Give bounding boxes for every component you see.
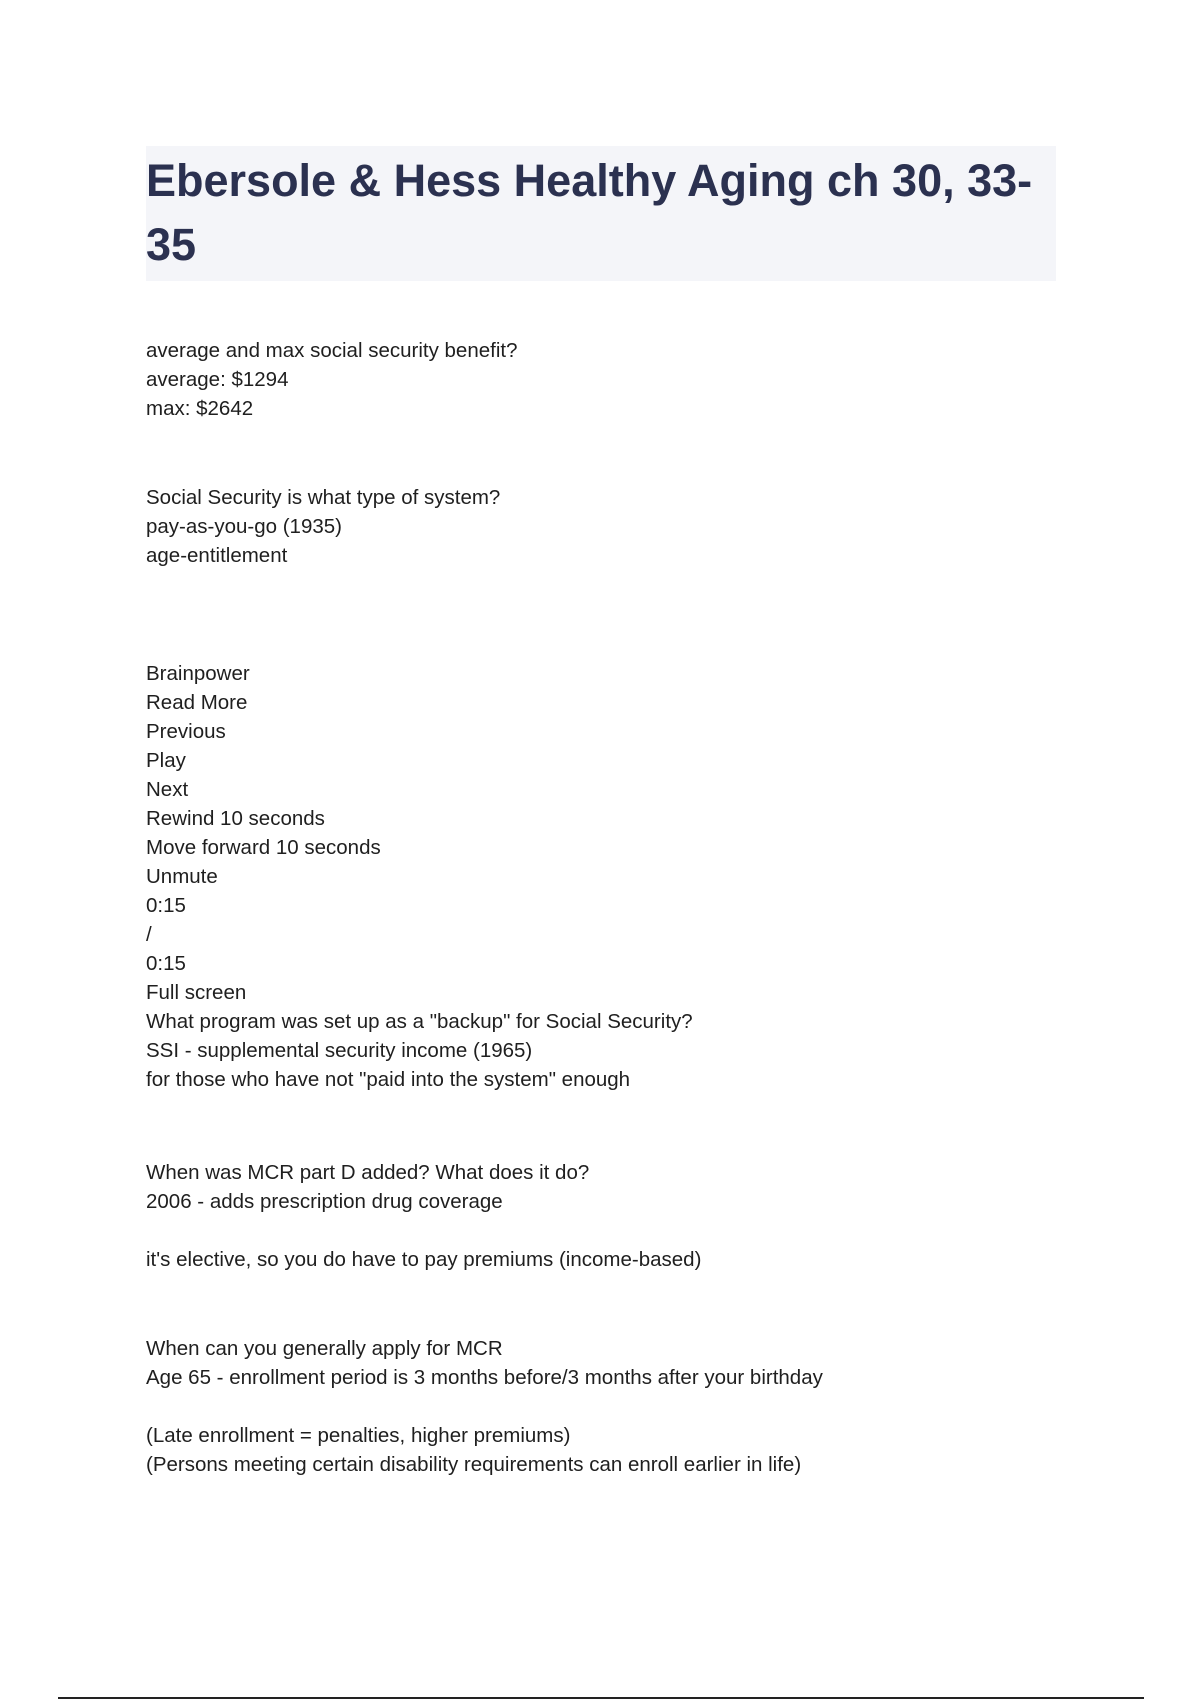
line-gap	[146, 1392, 823, 1421]
unmute-button[interactable]: Unmute	[146, 865, 218, 888]
card-answer-line: age-entitlement	[146, 544, 288, 567]
player-brand: Brainpower	[146, 662, 250, 685]
flashcard-5	[146, 1334, 823, 1479]
card-question: When can you generally apply for MCR	[146, 1337, 503, 1360]
media-player-text	[146, 659, 693, 1094]
play-button[interactable]: Play	[146, 749, 186, 772]
card-answer-line: pay-as-you-go (1935)	[146, 515, 342, 538]
footer-rule	[58, 1697, 1144, 1699]
card-question: average and max social security benefit?	[146, 339, 518, 362]
line-gap	[146, 1216, 701, 1245]
card-answer-line: for those who have not "paid into the system" enough	[146, 1068, 631, 1091]
card-answer-line: (Late enrollment = penalties, higher premiums)	[146, 1424, 571, 1447]
previous-button[interactable]: Previous	[146, 720, 226, 743]
fullscreen-button[interactable]: Full screen	[146, 981, 247, 1004]
time-separator: /	[146, 923, 152, 946]
card-question: Social Security is what type of system?	[146, 486, 501, 509]
forward-button[interactable]: Move forward 10 seconds	[146, 836, 381, 859]
card-answer-line: Age 65 - enrollment period is 3 months before/3 months after your birthday	[146, 1366, 823, 1389]
next-button[interactable]: Next	[146, 778, 189, 801]
flashcard-4	[146, 1158, 701, 1274]
duration: 0:15	[146, 952, 186, 975]
document-title: Ebersole & Hess Healthy Aging ch 30, 33-35	[146, 155, 1033, 270]
flashcard-1	[146, 336, 517, 423]
card-question: What program was set up as a "backup" for Social Security?	[146, 1010, 693, 1033]
read-more-link[interactable]: Read More	[146, 691, 248, 714]
current-time: 0:15	[146, 894, 186, 917]
card-answer-line: it's elective, so you do have to pay premiums (income-based)	[146, 1248, 702, 1271]
card-answer-line: average: $1294	[146, 368, 289, 391]
rewind-button[interactable]: Rewind 10 seconds	[146, 807, 325, 830]
flashcard-2	[146, 483, 500, 570]
card-answer-line: (Persons meeting certain disability requirements can enroll earlier in life)	[146, 1453, 802, 1476]
card-answer-line: 2006 - adds prescription drug coverage	[146, 1190, 503, 1213]
card-answer-line: max: $2642	[146, 397, 254, 420]
card-question: When was MCR part D added? What does it do?	[146, 1161, 590, 1184]
title-banner	[146, 146, 1056, 281]
card-answer-line: SSI - supplemental security income (1965)	[146, 1039, 533, 1062]
